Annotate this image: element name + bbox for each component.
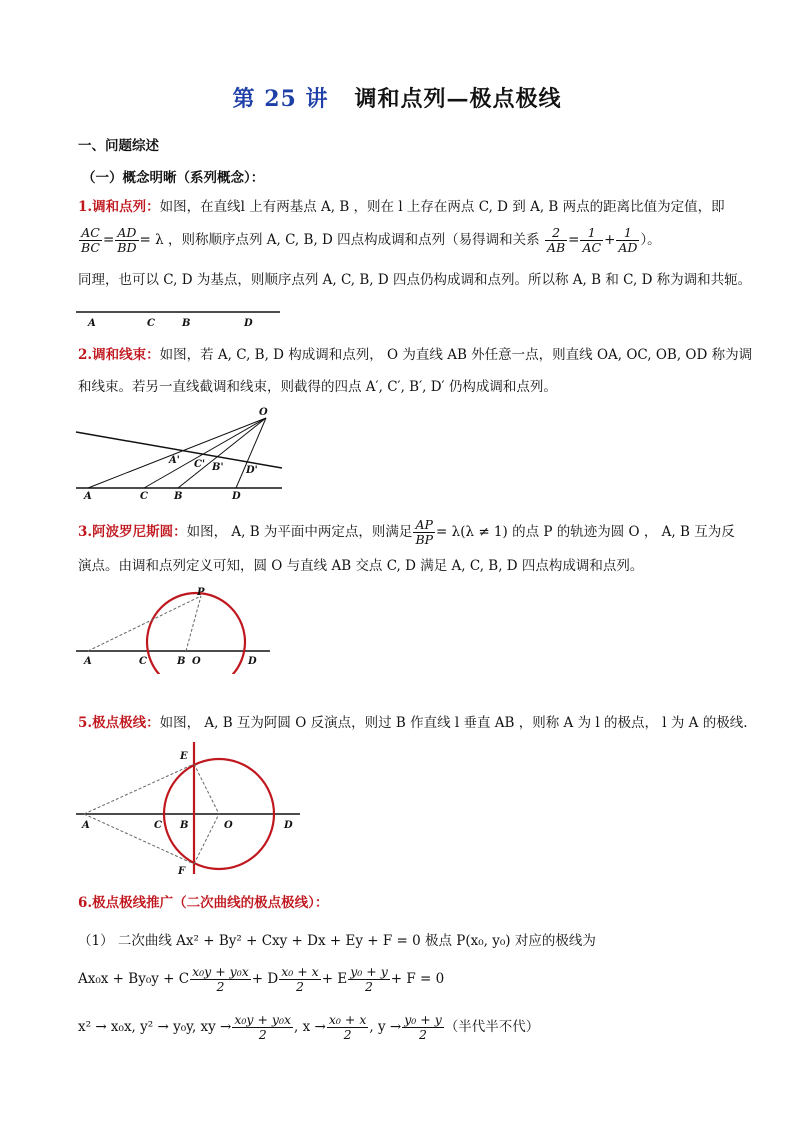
fig-pole-polar	[74, 740, 304, 880]
s6-label: 6.极点极线推广（二次曲线的极点极线）：	[78, 895, 329, 911]
svg-text:D: D	[248, 656, 257, 667]
frac-ac-bc: $\frac{AC}{BC}$	[81, 225, 100, 255]
page-title	[0, 82, 794, 113]
s6-label-line	[78, 893, 328, 913]
s3-label: 3.阿波罗尼斯圆：	[78, 524, 187, 540]
s6-line2: Ax₀x + By₀y + C $\frac{\text{x₀y + y₀x}}{2}$ + D $\frac{\text{x₀ + x}}{2}$ + E $\frac{\text{y₀ + y}}{2}$ + F = 0	[78, 964, 445, 994]
svg-text:A: A	[84, 491, 92, 501]
svg-text:B: B	[177, 656, 186, 667]
svg-text:A: A	[84, 656, 92, 667]
fig-harmonic-pencil	[74, 406, 289, 501]
s6-line3: x² → x₀x, y² → y₀y, xy → $\frac{\text{x₀y + y₀x}}{2}$ , x → $\frac{\text{x₀ + x}}{2}$ , y → $\frac{\text{y₀ + y}}{2}$ （半代半不代）	[78, 1012, 540, 1042]
svg-text:O: O	[224, 820, 233, 831]
svg-text:C: C	[154, 820, 162, 831]
pt-A: A	[88, 318, 96, 329]
s2-line2: 和线束。若另一直线截调和线束，则截得的四点 A′, C′, B′, D′ 仍构成调和点列。	[78, 379, 557, 395]
pt-D: D	[244, 318, 253, 329]
pt-B: B	[182, 318, 191, 329]
s1-text1: 如图，在直线l 上有两基点 A, B ，则在 l 上存在两点 C, D 到 A, B 两点的距离比值为定值，即	[159, 199, 725, 215]
lecture-number: 第 25 讲	[232, 86, 329, 112]
frac-1-ad: $\frac{1}{AD}$	[618, 225, 638, 255]
lecture-title: 调和点列—极点极线	[354, 86, 562, 112]
s2-label: 2.调和线束：	[78, 347, 160, 363]
svg-text:F: F	[178, 866, 186, 877]
svg-text:B: B	[180, 820, 189, 831]
svg-text:A': A'	[169, 455, 180, 466]
s1-line1	[78, 197, 725, 217]
subsection-heading: （一）概念明晰（系列概念）：	[82, 170, 265, 186]
s5-label: 5.极点极线：	[78, 715, 160, 731]
s2-line1: 2.调和线束：如图，若 A, C, B, D 构成调和点列， O 为直线 AB 外任意一点，则直线 OA, OC, OB, OD 称为调	[78, 347, 753, 363]
s1-line2: $\frac{AC}{BC}$ = $\frac{AD}{BD}$ = λ ，则称顺序点列 A, C, B, D 四点构成调和点列（易得调和关系 $\frac{2}{AB}$ = $\frac{1}{AC}$ + $\frac{1}{AD}$ ）。	[81, 225, 661, 255]
svg-text:C: C	[139, 656, 147, 667]
svg-text:C': C'	[194, 459, 206, 470]
s3-line1: 3.阿波罗尼斯圆：如图， A, B 为平面中两定点，则满足 $\frac{AP}{BP}$ = λ(λ ≠ 1) 的点 P 的轨迹为圆 O ， A, B 互为反	[78, 517, 735, 547]
svg-text:B': B'	[212, 462, 224, 473]
svg-text:D: D	[284, 820, 293, 831]
svg-text:D: D	[232, 491, 241, 501]
svg-text:C: C	[140, 491, 148, 501]
svg-text:A: A	[82, 820, 90, 831]
svg-text:B: B	[174, 491, 183, 501]
fig-apollonius-circle	[74, 584, 274, 674]
pt-C: C	[147, 318, 155, 329]
pt-O: O	[259, 407, 268, 418]
frac-2-ab: $\frac{2}{AB}$	[546, 225, 566, 255]
frac-ap-bp: $\frac{AP}{BP}$	[415, 517, 434, 547]
frac-1-ac: $\frac{1}{AC}$	[582, 225, 602, 255]
fig-harmonic-points	[74, 300, 284, 330]
svg-text:E: E	[180, 751, 188, 762]
s5-line1: 5.极点极线：如图， A, B 互为阿圆 O 反演点，则过 B 作直线 l 垂直 AB ，则称 A 为 l 的极点， l 为 A 的极线.	[78, 715, 748, 731]
section-heading: 一、问题综述	[78, 138, 159, 154]
s3-line2: 演点。由调和点列定义可知，圆 O 与直线 AB 交点 C, D 满足 A, C, B, D 四点构成调和点列。	[78, 558, 644, 574]
frac-ad-bd: $\frac{AD}{BD}$	[117, 225, 137, 255]
svg-text:P: P	[197, 587, 205, 598]
svg-text:O: O	[192, 656, 201, 667]
s1-line3: 同理，也可以 C, D 为基点，则顺序点列 A, C, B, D 四点仍构成调和点列。所以称 A, B 和 C, D 称为调和共轭。	[78, 272, 752, 288]
s1-label: 1.调和点列：	[78, 199, 160, 215]
svg-text:D': D'	[246, 465, 258, 476]
s6-line1: （1） 二次曲线 Ax² + By² + Cxy + Dx + Ey + F = 0 极点 P(x₀, y₀) 对应的极线为	[78, 933, 596, 949]
